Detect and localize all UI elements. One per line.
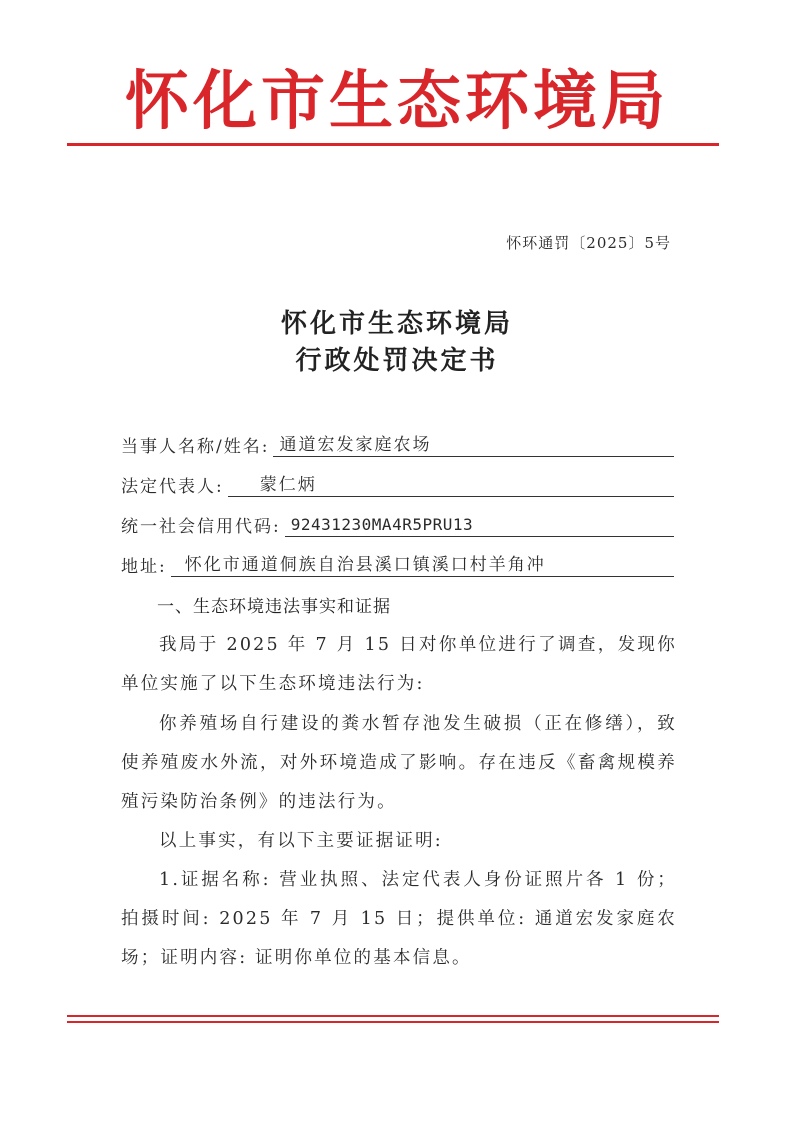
letterhead-agency-name: 怀化市生态环境局 <box>125 65 669 139</box>
party-name-value: 通道宏发家庭农场 <box>273 434 674 457</box>
legal-representative-value: 蒙仁炳 <box>228 474 674 497</box>
paragraph-investigation: 我局于 2025 年 7 月 15 日对你单位进行了调查，发现你单位实施了以下生态环境违法行为: <box>121 635 677 694</box>
paragraph-violation-description: 你养殖场自行建设的粪水暂存池发生破损（正在修缮），致使养殖废水外流，对外环境造成了影响。存在违反《畜禽规模养殖污染防治条例》的违法行为。 <box>121 714 677 812</box>
document-title-agency: 怀化市生态环境局 <box>280 309 513 339</box>
letterhead-red-rule <box>67 143 719 146</box>
footer-red-rule-lower <box>67 1021 719 1023</box>
address-value: 怀化市通道侗族自治县溪口镇溪口村羊角冲 <box>171 554 674 577</box>
address-field <box>121 547 674 577</box>
credit-code-field <box>121 507 674 537</box>
document-number: 怀环通罚〔2025〕5号 <box>506 234 671 252</box>
credit-code-value: 92431230MA4R5PRU13 <box>285 514 674 537</box>
party-name-label: 当事人名称/姓名: <box>121 437 270 457</box>
section-heading-violation-facts: 一、生态环境违法事实和证据 <box>157 597 391 617</box>
legal-representative-label: 法定代表人: <box>121 477 224 497</box>
credit-code-label: 统一社会信用代码: <box>121 517 281 537</box>
document-title-type: 行政处罚决定书 <box>295 346 499 376</box>
address-label: 地址: <box>121 557 167 577</box>
paragraph-evidence-item-1: 1.证据名称: 营业执照、法定代表人身份证照片各 1 份；拍摄时间: 2025 年 7 月 15 日；提供单位: 通道宏发家庭农场；证明内容: 证明你单位的基本信息。 <box>121 870 677 968</box>
party-name-field <box>121 427 674 457</box>
legal-representative-field <box>121 467 674 497</box>
paragraph-evidence-intro: 以上事实，有以下主要证据证明: <box>159 831 443 851</box>
footer-red-rule-upper <box>67 1015 719 1017</box>
